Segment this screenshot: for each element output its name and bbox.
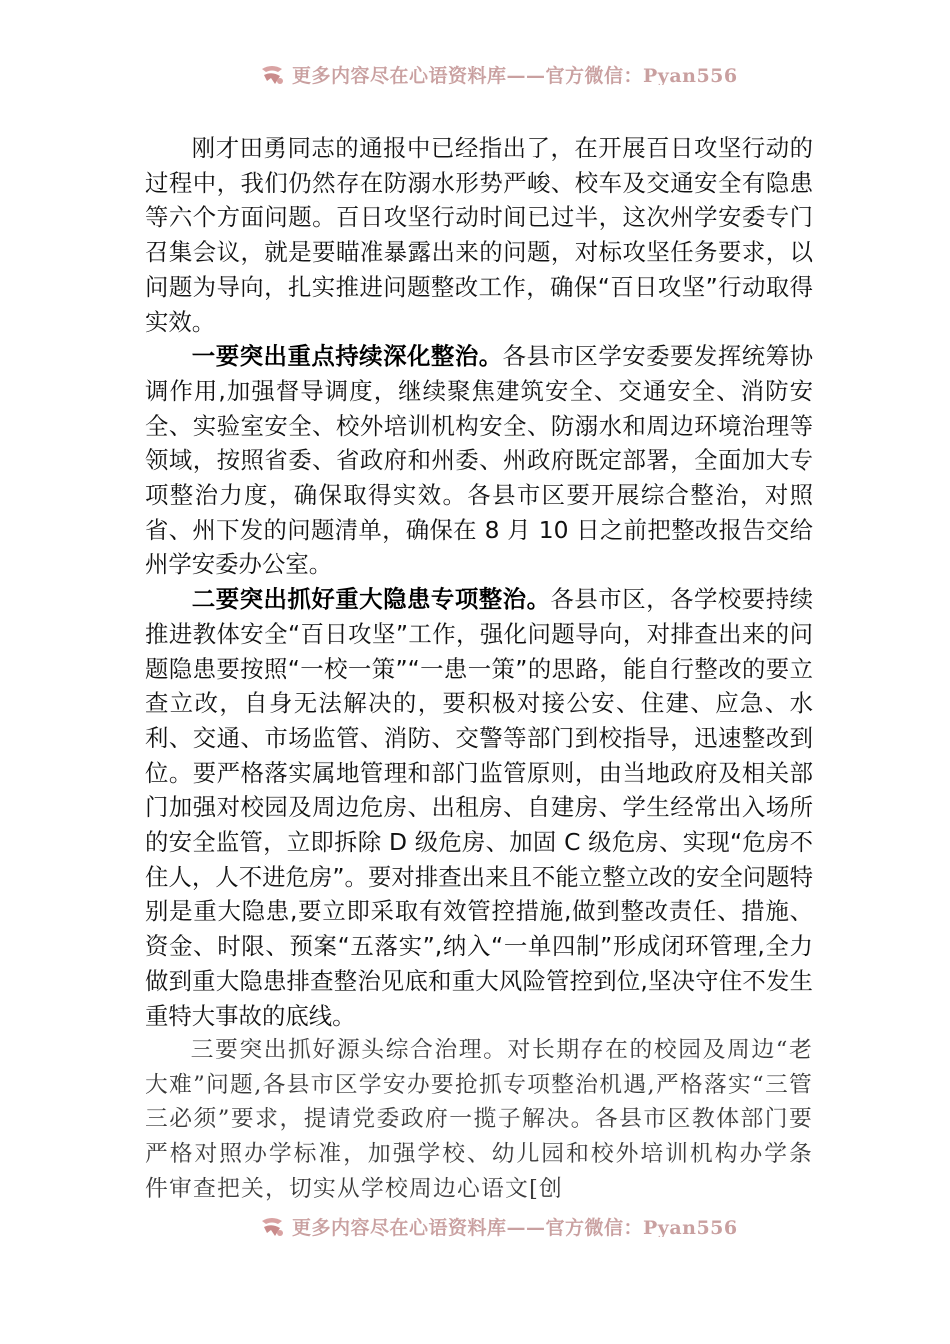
point-one-heading: 一要突出重点持续深化整治。 [191, 342, 503, 371]
paragraph-intro [145, 131, 813, 339]
paragraph-point-one [145, 339, 813, 582]
point-two-heading: 二要突出抓好重大隐患专项整治。 [191, 585, 551, 614]
point-three-text: 三要突出抓好源头综合治理。对长期存在的校园及周边“老大难”问题,各县市区学安办要抢抓专项整治机遇,严格落实“三管三必须”要求，提请党委政府一揽子解决。各县市区教体部门要严格对照办学标准，加强学校、幼儿园和校外培训机构办学条件审查把关，切实从学校周边心语文[创 [145, 1037, 813, 1202]
paragraph-point-three [145, 1033, 813, 1206]
document-body [145, 131, 813, 1206]
header-banner-text: 更多内容尽在心语资料库——官方微信：Pyan556 [292, 65, 738, 85]
paragraph-point-two [145, 582, 813, 1033]
footer-banner-text: 更多内容尽在心语资料库——官方微信：Pyan556 [292, 1217, 738, 1237]
footer-banner [0, 1207, 950, 1237]
header-banner [0, 55, 950, 85]
brand-logo-icon [258, 1215, 286, 1238]
point-one-text: 各县市区学安委要发挥统筹协调作用,加强督导调度，继续聚焦建筑安全、交通安全、消防安全、实验室安全、校外培训机构安全、防溺水和周边环境治理等领域，按照省委、省政府和州委、州政府既定部署，全面加大专项整治力度，确保取得实效。各县市区要开展综合整治，对照省、州下发的问题清单，确保在 8 月 10 日之前把整改报告交给州学安委办公室。 [145, 342, 814, 579]
point-two-text: 各县市区，各学校要持续推进教体安全“百日攻坚”工作，强化问题导向，对排查出来的问题隐患要按照“一校一策”“一患一策”的思路，能自行整改的要立查立改，自身无法解决的，要积极对接公安、住建、应急、水利、交通、市场监管、消防、交警等部门到校指导，迅速整改到位。要严格落实属地管理和部门监管原则，由当地政府及相关部门加强对校园及周边危房、出租房、自建房、学生经常出入场所的安全监管，立即拆除 D 级危房、加固 C 级危房、实现“危房不住人，人不进危房”。要对排查出来且不能立整立改的安全问题特别是重大隐患,要立即采取有效管控措施,做到整改责任、措施、资金、时限、预案“五落实”,纳入“一单四制”形成闭环管理,全力做到重大隐患排查整治见底和重大风险管控到位,坚决守住不发生重特大事故的底线。 [145, 585, 813, 1030]
brand-logo-icon [258, 63, 286, 86]
paragraph-intro-text: 刚才田勇同志的通报中已经指出了，在开展百日攻坚行动的过程中，我们仍然存在防溺水形势严峻、校车及交通安全有隐患等六个方面问题。百日攻坚行动时间已过半，这次州学安委专门召集会议，就是要瞄准暴露出来的问题，对标攻坚任务要求，以问题为导向，扎实推进问题整改工作，确保“百日攻坚”行动取得实效。 [145, 134, 813, 336]
